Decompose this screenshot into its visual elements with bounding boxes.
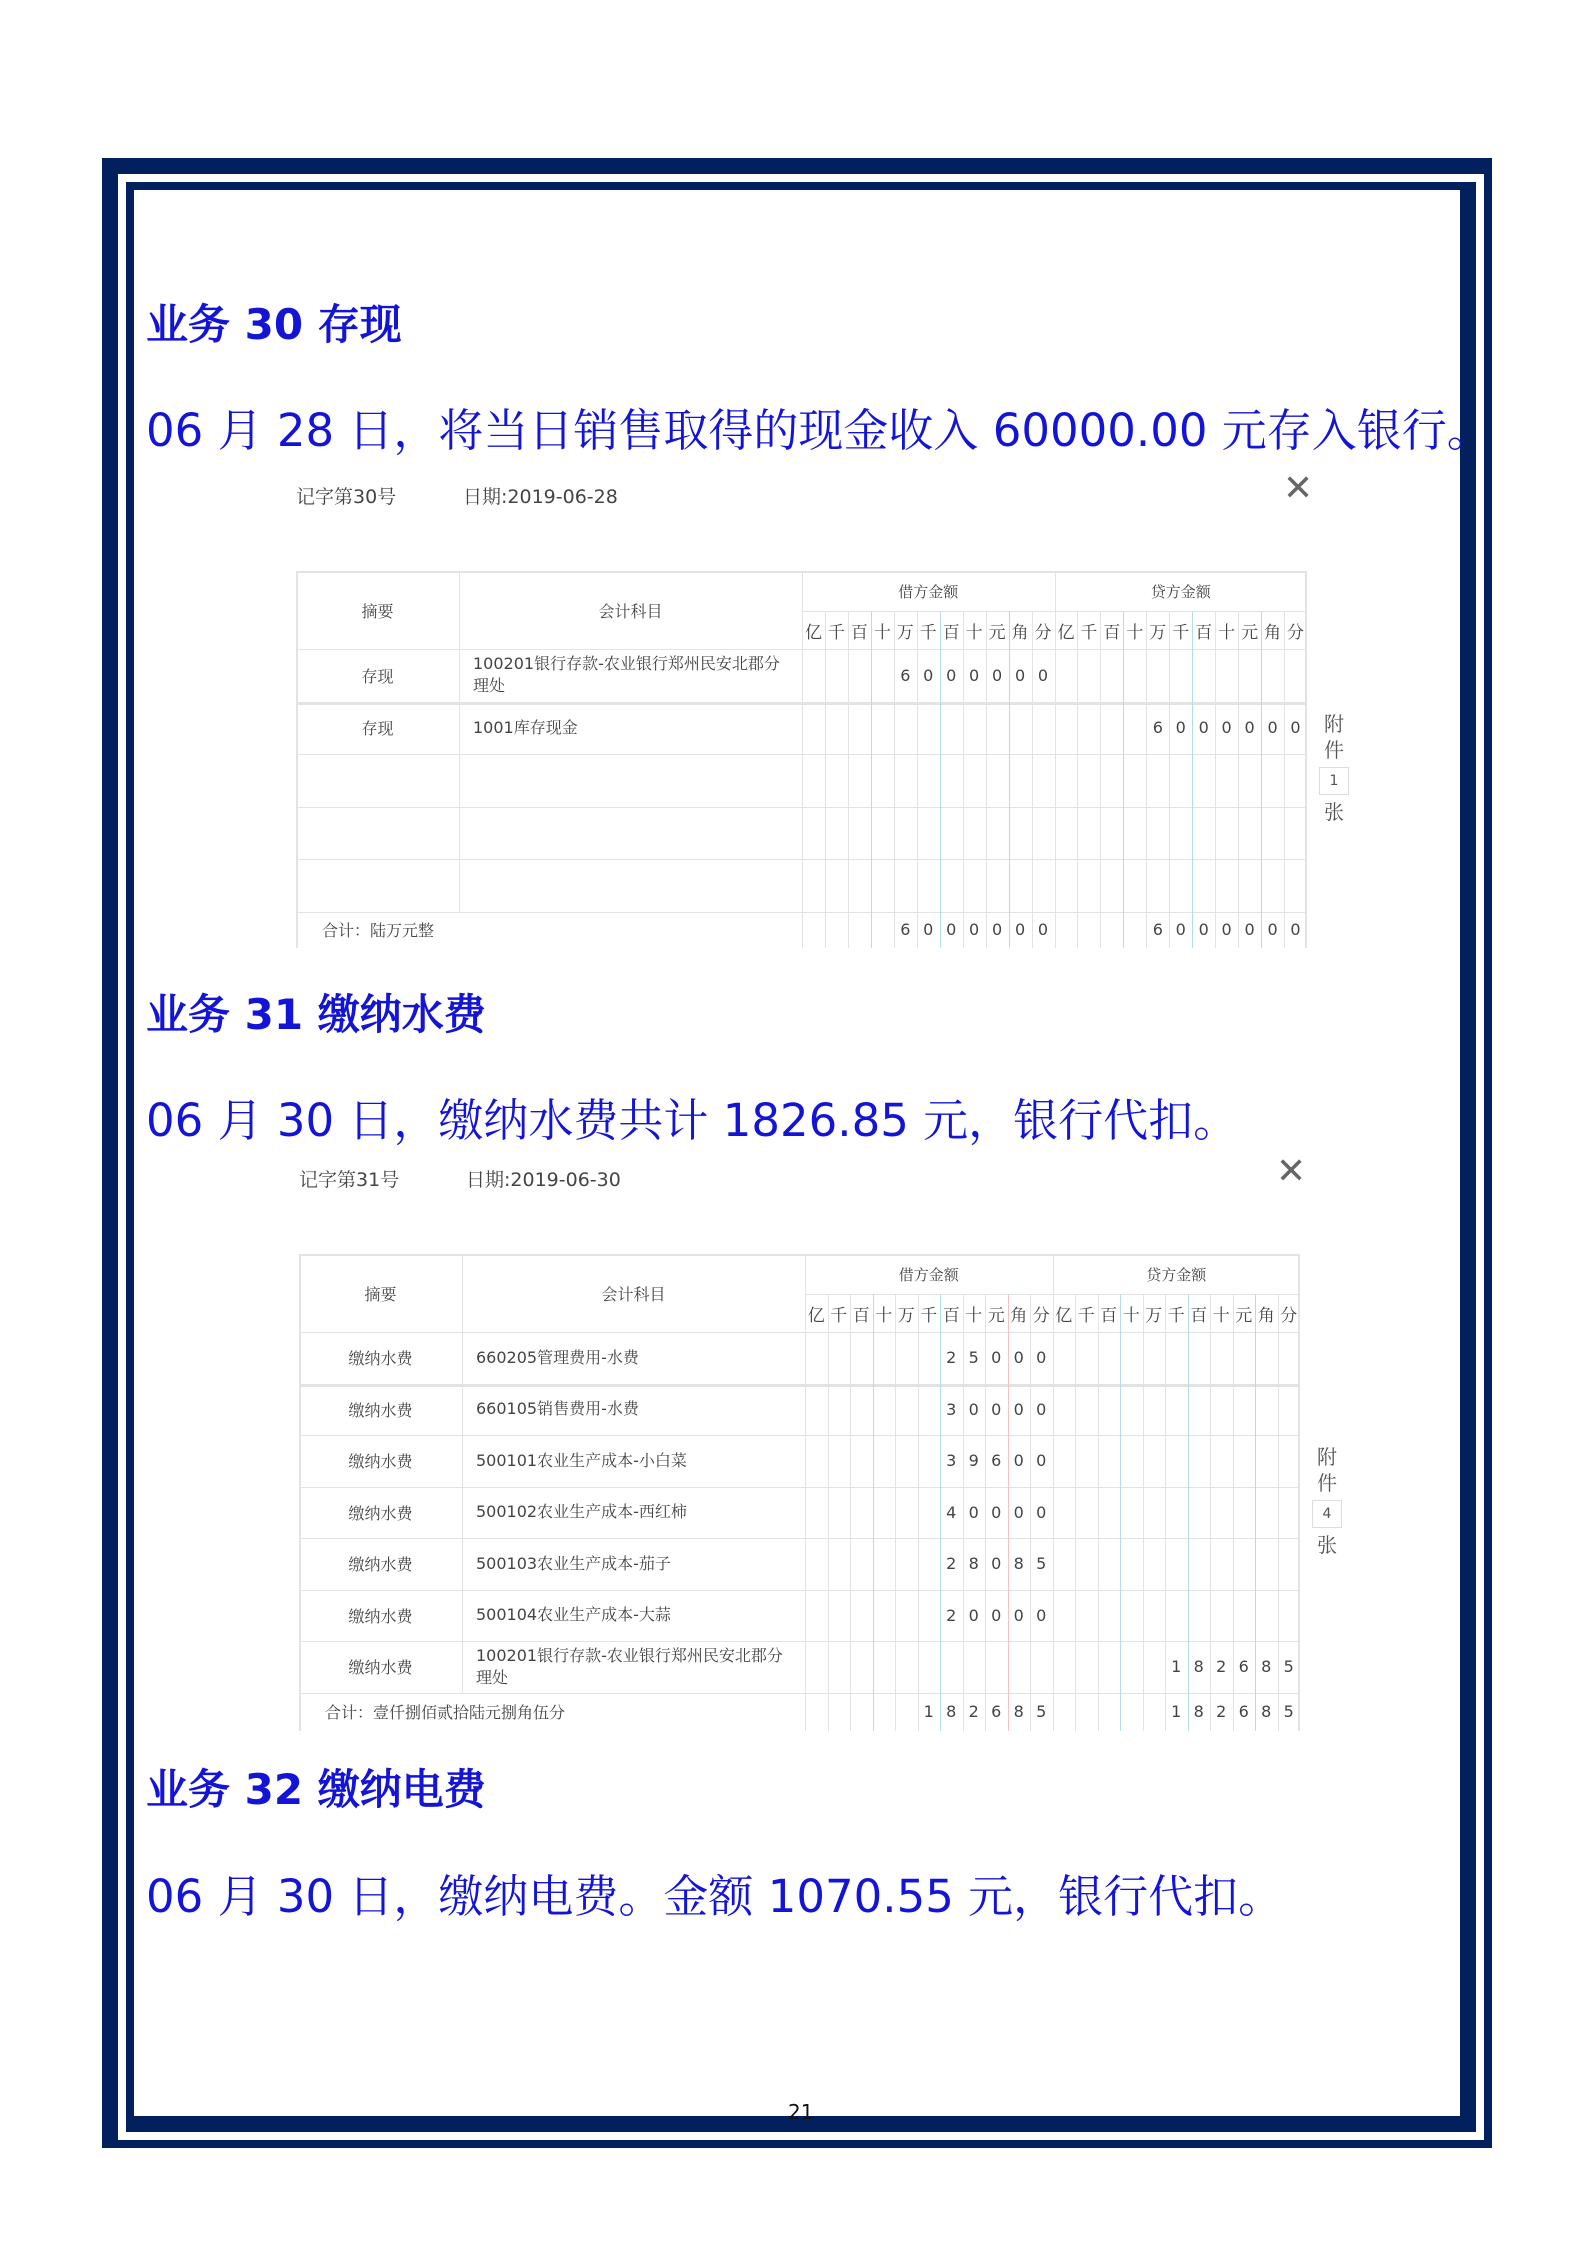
- amount-digit: 0: [991, 1399, 1002, 1419]
- digit-header: 百: [942, 622, 960, 643]
- amount-digit: 6: [1152, 920, 1163, 939]
- digit-header: 分: [1034, 622, 1052, 643]
- digit-header: 十: [1218, 622, 1236, 643]
- digit-header: 角: [1010, 1305, 1028, 1326]
- row-summary: [296, 859, 459, 912]
- amount-digit: 0: [991, 1605, 1002, 1625]
- amount-digit: 2: [946, 1348, 957, 1368]
- digit-header: 分: [1280, 1305, 1298, 1326]
- amount-digit: 8: [946, 1702, 957, 1721]
- amount-digit: 0: [923, 920, 934, 939]
- amount-digit: 0: [991, 1348, 1002, 1368]
- amount-digit: 0: [992, 920, 1003, 939]
- grid-line: [1120, 1294, 1121, 1731]
- amount-digit: 0: [1198, 718, 1209, 738]
- attach-label: 张: [1317, 1533, 1337, 1557]
- section-description: 06 月 30 日，缴纳电费。金额 1070.55 元，银行代扣。: [146, 1870, 1284, 1923]
- voucher-table: [299, 1254, 1300, 1731]
- column-header-debit: 借方金额: [898, 1265, 959, 1284]
- amount-digit: 5: [1283, 1657, 1294, 1677]
- amount-digit: 2: [946, 1605, 957, 1625]
- column-header-debit: 借方金额: [898, 582, 959, 601]
- amount-digit: 0: [1036, 1605, 1047, 1625]
- column-header-credit: 贷方金额: [1150, 582, 1211, 601]
- amount-digit: 1: [1171, 1702, 1182, 1721]
- digit-header: 亿: [1055, 1305, 1073, 1326]
- digit-header: 元: [1241, 622, 1259, 643]
- amount-digit: 6: [900, 920, 911, 939]
- attachment-count-input[interactable]: 1: [1319, 767, 1349, 795]
- row-summary: 缴纳水费: [348, 1606, 413, 1626]
- grid-line: [850, 1294, 851, 1731]
- grid-line: [1192, 611, 1193, 948]
- amount-digit: 0: [968, 1605, 979, 1625]
- digit-header: 十: [1122, 1305, 1140, 1326]
- row-account: 1001库存现金: [473, 717, 578, 737]
- amount-digit: 0: [946, 665, 957, 685]
- amount-digit: 2: [1216, 1702, 1227, 1721]
- column-header-account: 会计科目: [601, 1284, 666, 1304]
- amount-digit: 9: [968, 1451, 979, 1471]
- row-account: 500104农业生产成本-大蒜: [476, 1605, 671, 1625]
- amount-digit: 0: [1244, 718, 1255, 738]
- row-account: 660105销售费用-水费: [476, 1399, 639, 1419]
- section-description: 06 月 28 日，将当日销售取得的现金收入 60000.00 元存入银行。: [146, 404, 1492, 457]
- amount-digit: 0: [968, 1502, 979, 1522]
- attach-label: 件: [1324, 738, 1344, 762]
- row-account: 100201银行存款-农业银行郑州民安北郡分理处: [476, 1645, 783, 1687]
- digit-header: 百: [1190, 1305, 1208, 1326]
- digit-header: 万: [897, 1305, 915, 1326]
- total-label: 合计：壹仟捌佰贰拾陆元捌角伍分: [325, 1703, 566, 1722]
- section-title: 业务 30 存现: [146, 300, 402, 349]
- amount-digit: 3: [946, 1451, 957, 1471]
- digit-header: 百: [1100, 1305, 1118, 1326]
- digit-header: 十: [875, 1305, 893, 1326]
- digit-header: 千: [919, 622, 937, 643]
- grid-line: [1284, 611, 1285, 948]
- amount-digit: 0: [991, 1554, 1002, 1574]
- amount-digit: 0: [991, 1502, 1002, 1522]
- digit-header: 十: [873, 622, 891, 643]
- amount-digit: 5: [1283, 1702, 1294, 1721]
- row-summary: 缴纳水费: [348, 1452, 413, 1472]
- attach-label: 张: [1324, 800, 1344, 824]
- row-account: 660205管理费用-水费: [476, 1347, 639, 1367]
- amount-digit: 1: [1171, 1657, 1182, 1677]
- amount-digit: 8: [1013, 1554, 1024, 1574]
- digit-header: 十: [1212, 1305, 1230, 1326]
- row-account: 500102农业生产成本-西红柿: [476, 1502, 687, 1522]
- amount-digit: 0: [1014, 920, 1026, 939]
- row-summary: 缴纳水费: [348, 1349, 413, 1369]
- digit-header: 百: [1103, 622, 1121, 643]
- attach-label: 附: [1324, 712, 1344, 736]
- amount-digit: 6: [900, 665, 911, 685]
- amount-digit: 6: [1152, 718, 1163, 738]
- voucher-number: 记字第31号: [299, 1169, 400, 1191]
- row-summary: 缴纳水费: [348, 1555, 413, 1575]
- amount-digit: 6: [991, 1451, 1002, 1471]
- grid-line: [1146, 611, 1147, 948]
- amount-digit: 0: [992, 665, 1003, 685]
- amount-digit: 0: [1036, 1348, 1047, 1368]
- amount-digit: 6: [1238, 1657, 1249, 1677]
- close-icon[interactable]: ✕: [1283, 468, 1314, 509]
- amount-digit: 0: [1198, 920, 1209, 939]
- close-icon[interactable]: ✕: [1276, 1151, 1307, 1192]
- grid-line: [1238, 611, 1239, 948]
- amount-digit: 0: [1013, 1605, 1024, 1625]
- column-header-summary: 摘要: [364, 1284, 397, 1304]
- digit-header: 十: [965, 622, 983, 643]
- row-summary: 缴纳水费: [348, 1503, 413, 1523]
- row-summary: 缴纳水费: [348, 1658, 413, 1678]
- amount-digit: 2: [946, 1554, 957, 1574]
- grid-line: [1077, 611, 1078, 948]
- amount-digit: 0: [1013, 1399, 1024, 1419]
- page-number: 21: [788, 2100, 814, 2124]
- amount-digit: 3: [946, 1399, 957, 1419]
- section-title: 业务 32 缴纳电费: [146, 1765, 486, 1814]
- grid-line: [873, 1294, 874, 1731]
- grid-line: [918, 1294, 919, 1731]
- amount-digit: 2: [968, 1702, 979, 1721]
- digit-header: 千: [1167, 1305, 1185, 1326]
- page-frame-inner: [126, 182, 1476, 2132]
- grid-line: [825, 611, 826, 948]
- digit-header: 亿: [1057, 622, 1075, 643]
- digit-header: 元: [1235, 1305, 1253, 1326]
- amount-digit: 1: [923, 1702, 934, 1721]
- amount-digit: 0: [1013, 1348, 1024, 1368]
- digit-header: 千: [1077, 1305, 1095, 1326]
- amount-digit: 0: [1037, 920, 1049, 939]
- amount-digit: 0: [1290, 920, 1301, 939]
- amount-digit: 0: [1014, 665, 1026, 685]
- amount-digit: 5: [1036, 1702, 1047, 1721]
- row-summary: 缴纳水费: [348, 1400, 413, 1420]
- attach-label: 附: [1317, 1445, 1337, 1469]
- amount-digit: 8: [1193, 1657, 1204, 1677]
- amount-digit: 6: [991, 1702, 1002, 1721]
- grid-line: [1075, 1294, 1076, 1731]
- amount-digit: 8: [1193, 1702, 1204, 1721]
- digit-header: 千: [920, 1305, 938, 1326]
- grid-line: [1123, 611, 1124, 948]
- grid-line: [1215, 611, 1216, 948]
- amount-digit: 0: [1013, 1451, 1024, 1471]
- total-label: 合计：陆万元整: [322, 921, 435, 940]
- amount-digit: 0: [968, 1399, 979, 1419]
- voucher-table: [296, 571, 1307, 948]
- grid-line: [1143, 1294, 1144, 1731]
- amount-digit: 0: [923, 665, 934, 685]
- row-summary: [296, 807, 459, 860]
- row-summary: 存现: [361, 719, 394, 739]
- digit-header: 万: [896, 622, 914, 643]
- row-account: 500101农业生产成本-小白菜: [476, 1450, 687, 1470]
- attachment-count-input[interactable]: 4: [1312, 1500, 1342, 1528]
- digit-header: 分: [1287, 622, 1304, 643]
- amount-digit: 0: [1221, 718, 1232, 738]
- digit-header: 百: [1195, 622, 1213, 643]
- digit-header: 千: [1080, 622, 1098, 643]
- amount-digit: 6: [1238, 1702, 1249, 1721]
- amount-digit: 8: [1013, 1702, 1024, 1721]
- column-header-summary: 摘要: [361, 601, 394, 621]
- digit-header: 万: [1149, 622, 1167, 643]
- digit-header: 千: [830, 1305, 848, 1326]
- section-title: 业务 31 缴纳水费: [146, 990, 486, 1039]
- digit-header: 角: [1011, 622, 1029, 643]
- amount-digit: 8: [1261, 1702, 1272, 1721]
- column-header-account: 会计科目: [598, 601, 663, 621]
- grid-line: [848, 611, 849, 948]
- voucher-number: 记字第30号: [296, 486, 397, 508]
- amount-digit: 0: [1267, 718, 1278, 738]
- amount-digit: 8: [1261, 1657, 1272, 1677]
- row-account: [473, 807, 788, 860]
- row-summary: [296, 754, 459, 807]
- grid-line: [1098, 1294, 1099, 1731]
- amount-digit: 0: [1036, 1399, 1047, 1419]
- digit-header: 千: [827, 622, 845, 643]
- grid-line: [1169, 611, 1170, 948]
- row-account: [473, 859, 788, 912]
- amount-digit: 0: [946, 920, 957, 939]
- digit-header: 十: [965, 1305, 983, 1326]
- amount-digit: 2: [1216, 1657, 1227, 1677]
- attachment-count: [1312, 1444, 1342, 1558]
- digit-header: 百: [850, 622, 868, 643]
- row-account: 100201银行存款-农业银行郑州民安北郡分理处: [473, 654, 780, 696]
- grid-line: [1261, 611, 1262, 948]
- digit-header: 千: [1172, 622, 1190, 643]
- amount-digit: 0: [1221, 920, 1232, 939]
- grid-line: [895, 1294, 896, 1731]
- digit-header: 亿: [807, 1305, 825, 1326]
- row-account: [473, 754, 788, 807]
- digit-header: 亿: [804, 622, 822, 643]
- attachment-count: [1319, 711, 1349, 825]
- voucher-date: 日期:2019-06-30: [466, 1169, 621, 1191]
- amount-digit: 4: [946, 1502, 957, 1522]
- amount-digit: 5: [968, 1348, 979, 1368]
- amount-digit: 0: [1244, 920, 1255, 939]
- grid-line: [871, 611, 872, 948]
- digit-header: 百: [942, 1305, 960, 1326]
- amount-digit: 0: [969, 920, 980, 939]
- amount-digit: 8: [968, 1554, 979, 1574]
- grid-line: [828, 1294, 829, 1731]
- amount-digit: 0: [1290, 718, 1301, 738]
- amount-digit: 0: [1013, 1502, 1024, 1522]
- digit-header: 元: [988, 622, 1006, 643]
- amount-digit: 5: [1036, 1554, 1047, 1574]
- amount-digit: 0: [1036, 1451, 1047, 1471]
- digit-header: 角: [1264, 622, 1282, 643]
- amount-digit: 0: [1175, 718, 1186, 738]
- digit-header: 角: [1257, 1305, 1275, 1326]
- row-summary: 存现: [361, 666, 394, 686]
- digit-header: 万: [1145, 1305, 1163, 1326]
- digit-header: 分: [1032, 1305, 1050, 1326]
- amount-digit: 0: [1175, 920, 1186, 939]
- attach-label: 件: [1317, 1471, 1337, 1495]
- digit-header: 元: [987, 1305, 1005, 1326]
- amount-digit: 0: [1036, 1502, 1047, 1522]
- amount-digit: 0: [969, 665, 980, 685]
- row-account: 500103农业生产成本-茄子: [476, 1553, 671, 1573]
- column-header-credit: 贷方金额: [1146, 1265, 1207, 1284]
- section-description: 06 月 30 日，缴纳水费共计 1826.85 元，银行代扣。: [146, 1094, 1239, 1147]
- digit-header: 百: [852, 1305, 870, 1326]
- grid-line: [1100, 611, 1101, 948]
- voucher-date: 日期:2019-06-28: [463, 486, 618, 508]
- amount-digit: 0: [1037, 665, 1049, 685]
- amount-digit: 0: [1267, 920, 1278, 939]
- digit-header: 十: [1126, 622, 1144, 643]
